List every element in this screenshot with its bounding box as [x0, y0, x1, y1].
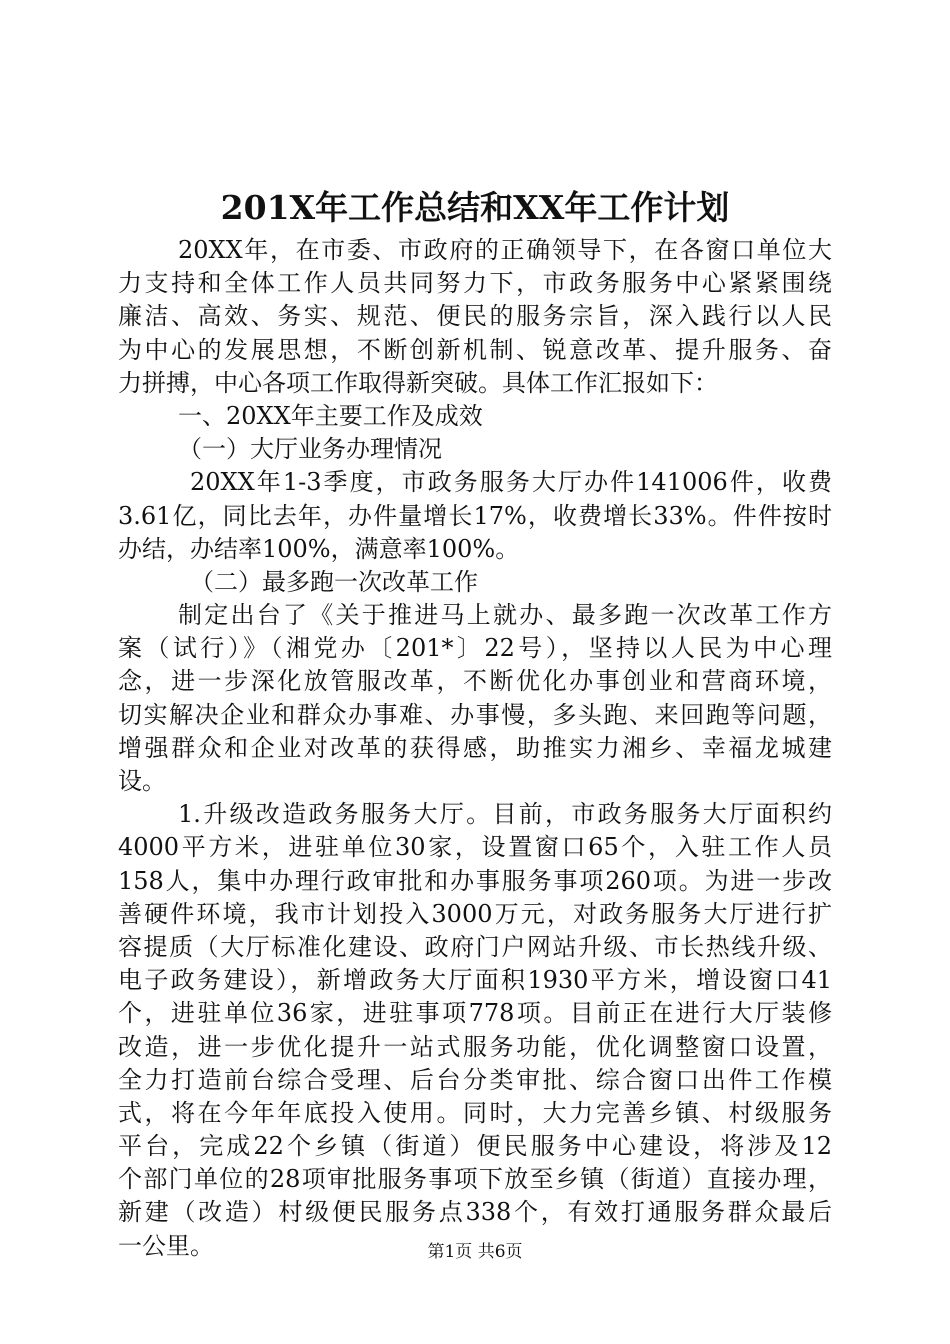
paragraph-line: 念，进一步深化放管服改革，不断优化办事创业和营商环境， — [118, 667, 832, 696]
subsection-heading: （二）最多跑一次改革工作 — [190, 567, 478, 596]
section-heading: 一、20XX年主要工作及成效 — [178, 401, 483, 430]
paragraph-line: 制定出台了《关于推进马上就办、最多跑一次改革工作方 — [178, 601, 832, 630]
paragraph-line: 1.升级改造政务服务大厅。目前，市政务服务大厅面积约 — [178, 800, 832, 829]
paragraph-line: 一公里。 — [118, 1231, 214, 1260]
document-body — [118, 234, 832, 1263]
subsection-heading: （一）大厅业务办理情况 — [178, 435, 442, 464]
paragraph-line: 办结，办结率100%，满意率100%。 — [118, 534, 520, 563]
page-footer: 第1页 共6页 — [427, 1242, 523, 1262]
paragraph-line: 个，进驻单位36家，进驻事项778项。目前正在进行大厅装修 — [118, 999, 832, 1028]
paragraph-line: 廉洁、高效、务实、规范、便民的服务宗旨，深入践行以人民 — [118, 302, 832, 331]
paragraph-line: 全力打造前台综合受理、后台分类审批、综合窗口出件工作模 — [118, 1065, 832, 1094]
document-title: 201X年工作总结和XX年工作计划 — [220, 188, 730, 227]
paragraph-line: 力拼搏，中心各项工作取得新突破。具体工作汇报如下： — [118, 368, 718, 397]
paragraph-line: 新建（改造）村级便民服务点338个，有效打通服务群众最后 — [118, 1198, 832, 1227]
paragraph-line: 案（试行）》（湘党办〔201*〕22号），坚持以人民为中心理 — [118, 634, 832, 663]
paragraph-line: 善硬件环境，我市计划投入3000万元，对政务服务大厅进行扩 — [118, 899, 832, 928]
paragraph-line: 力支持和全体工作人员共同努力下，市政务服务中心紧紧围绕 — [118, 269, 832, 298]
paragraph-line: 设。 — [118, 767, 166, 795]
paragraph-line: 切实解决企业和群众办事难、办事慢，多头跑、来回跑等问题， — [118, 700, 832, 729]
paragraph-line: 20XX年1-3季度，市政务服务大厅办件141006件，收费 — [190, 468, 832, 497]
paragraph-line: 改造，进一步优化提升一站式服务功能，优化调整窗口设置， — [118, 1032, 832, 1061]
paragraph-line: 3.61亿，同比去年，办件量增长17%，收费增长33%。件件按时 — [118, 501, 832, 530]
paragraph-line: 增强群众和企业对改革的获得感，助推实力湘乡、幸福龙城建 — [118, 733, 832, 762]
paragraph-line: 式，将在今年年底投入使用。同时，大力完善乡镇、村级服务 — [118, 1098, 832, 1127]
paragraph-line: 平台，完成22个乡镇（街道）便民服务中心建设，将涉及12 — [118, 1132, 832, 1161]
paragraph-line: 容提质（大厅标准化建设、政府门户网站升级、市长热线升级、 — [118, 932, 832, 961]
paragraph-line: 20XX年，在市委、市政府的正确领导下，在各窗口单位大 — [178, 236, 832, 264]
paragraph-line: 电子政务建设），新增政务大厅面积1930平方米，增设窗口41 — [118, 966, 832, 995]
paragraph-line: 158人，集中办理行政审批和办事服务事项260项。为进一步改 — [118, 866, 832, 895]
paragraph-line: 为中心的发展思想，不断创新机制、锐意改革、提升服务、奋 — [118, 335, 832, 364]
paragraph-line: 4000平方米，进驻单位30家，设置窗口65个，入驻工作人员 — [118, 833, 832, 862]
paragraph-line: 个部门单位的28项审批服务事项下放至乡镇（街道）直接办理， — [118, 1165, 832, 1194]
